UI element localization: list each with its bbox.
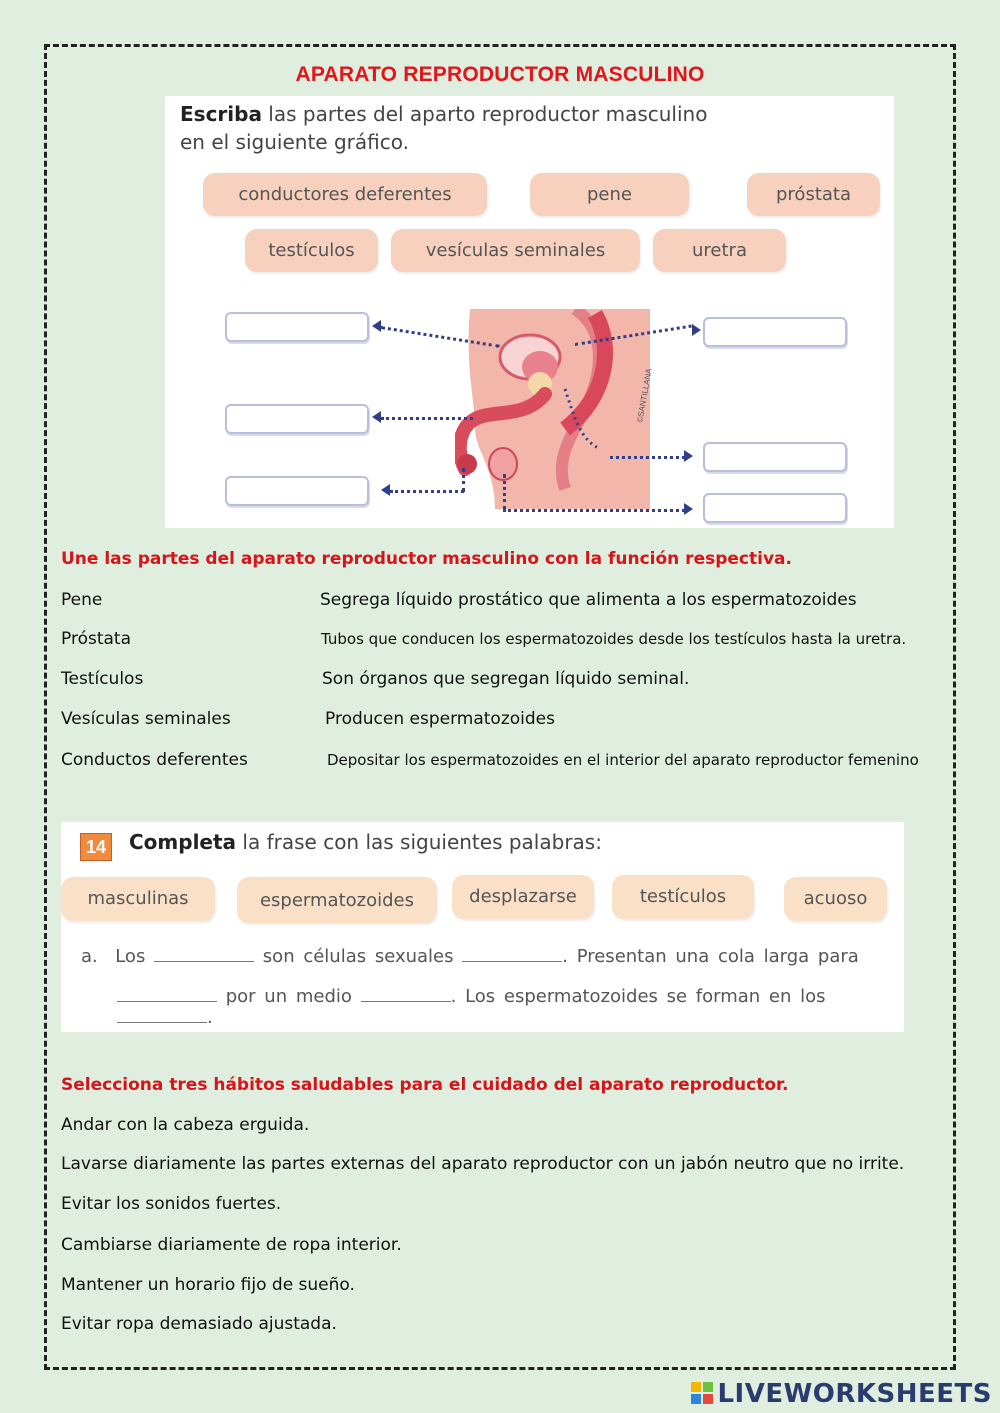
sentence-text: . Presentan una cola larga para	[562, 946, 859, 967]
word-chip: vesículas seminales	[391, 229, 640, 272]
answer-box-left-3[interactable]	[225, 476, 369, 506]
word-chip: conductores deferentes	[203, 173, 487, 216]
sentence-text: . Los espermatozoides se forman en los	[450, 986, 826, 1007]
function-label[interactable]: Producen espermatozoides	[325, 709, 555, 729]
item-label: a.	[81, 946, 98, 967]
sentence-line-2	[117, 986, 904, 1028]
word-chip: pene	[530, 173, 689, 216]
leader-line	[610, 456, 685, 459]
fill-in-panel	[61, 822, 904, 1032]
sentence-text: son células sexuales	[262, 946, 454, 967]
habit-option[interactable]: Evitar ropa demasiado ajustada.	[61, 1314, 337, 1334]
answer-box-right-1[interactable]	[703, 317, 847, 347]
word-chip: próstata	[747, 173, 880, 216]
exercise-number-badge: 14	[80, 833, 112, 861]
part-label[interactable]: Testículos	[61, 669, 144, 689]
sentence-text: .	[207, 1007, 213, 1028]
blank-3[interactable]	[117, 987, 217, 1002]
arrow-left	[372, 320, 381, 332]
leader-line	[503, 474, 506, 510]
function-label[interactable]: Segrega líquido prostático que alimenta a los espermatozoides	[320, 590, 857, 610]
image-credit: ©SANTILLANA	[635, 367, 654, 424]
instruction-rest: la frase con las siguientes palabras:	[236, 830, 602, 854]
instruction-line2: en el siguiente gráfico.	[180, 130, 409, 154]
page-title: APARATO REPRODUCTOR MASCULINO	[295, 63, 705, 86]
word-chip: masculinas	[61, 877, 215, 921]
sentence-text: Los	[115, 946, 146, 967]
word-chip: acuoso	[784, 877, 887, 921]
arrow-right	[684, 450, 693, 462]
blank-5[interactable]	[117, 1008, 207, 1023]
habits-heading: Selecciona tres hábitos saludables para el cuidado del aparato reproductor.	[61, 1075, 789, 1095]
part-label[interactable]: Pene	[61, 590, 103, 610]
instruction-bold: Escriba	[180, 102, 262, 126]
function-label[interactable]: Son órganos que segregan líquido seminal.	[322, 669, 690, 689]
answer-box-left-1[interactable]	[225, 312, 369, 342]
matching-heading: Une las partes del aparato reproductor masculino con la función respectiva.	[61, 549, 792, 569]
instruction-rest: las partes del aparto reproductor masculino	[261, 102, 708, 126]
arrow-right	[692, 324, 701, 336]
word-chip: desplazarse	[452, 875, 594, 919]
brand-text: LIVEWORKSHEETS	[717, 1379, 992, 1409]
word-chip: espermatozoides	[237, 877, 437, 923]
blank-4[interactable]	[361, 987, 451, 1002]
arrow-left	[381, 484, 390, 496]
word-chip: testículos	[612, 875, 754, 919]
habit-option[interactable]: Mantener un horario fijo de sueño.	[61, 1275, 355, 1295]
part-label[interactable]: Conductos deferentes	[61, 750, 248, 770]
male-reproductive-illustration	[455, 309, 655, 509]
leader-line	[381, 417, 473, 420]
arrow-right	[684, 503, 693, 515]
function-label[interactable]: Depositar los espermatozoides en el interior del aparato reproductor femenino	[327, 751, 919, 769]
blank-1[interactable]	[154, 947, 254, 962]
liveworksheets-logo-icon	[691, 1382, 713, 1404]
word-chip: uretra	[653, 229, 786, 272]
liveworksheets-brand	[691, 1379, 992, 1409]
word-chip: testículos	[245, 229, 378, 272]
answer-box-right-2[interactable]	[703, 442, 847, 472]
part-label[interactable]: Próstata	[61, 629, 131, 649]
arrow-left	[372, 411, 381, 423]
instruction-bold: Completa	[129, 830, 237, 854]
habit-option[interactable]: Evitar los sonidos fuertes.	[61, 1194, 282, 1214]
part-label[interactable]: Vesículas seminales	[61, 709, 231, 729]
leader-line	[503, 509, 685, 512]
diagram-panel	[165, 96, 894, 528]
blank-2[interactable]	[462, 947, 562, 962]
leader-line	[390, 490, 464, 493]
leader-line	[462, 468, 465, 492]
sentence-text: por un medio	[225, 986, 352, 1007]
diagram-instruction	[180, 100, 707, 156]
answer-box-left-2[interactable]	[225, 404, 369, 434]
fill-instruction	[129, 828, 602, 856]
habit-option[interactable]: Cambiarse diariamente de ropa interior.	[61, 1235, 402, 1255]
answer-box-right-3[interactable]	[703, 493, 847, 523]
sentence-line-1	[81, 946, 859, 967]
habit-option[interactable]: Andar con la cabeza erguida.	[61, 1115, 310, 1135]
function-label[interactable]: Tubos que conducen los espermatozoides desde los testículos hasta la uretra.	[321, 630, 907, 648]
habit-option[interactable]: Lavarse diariamente las partes externas del aparato reproductor con un jabón neutro que no irrite.	[61, 1154, 905, 1174]
